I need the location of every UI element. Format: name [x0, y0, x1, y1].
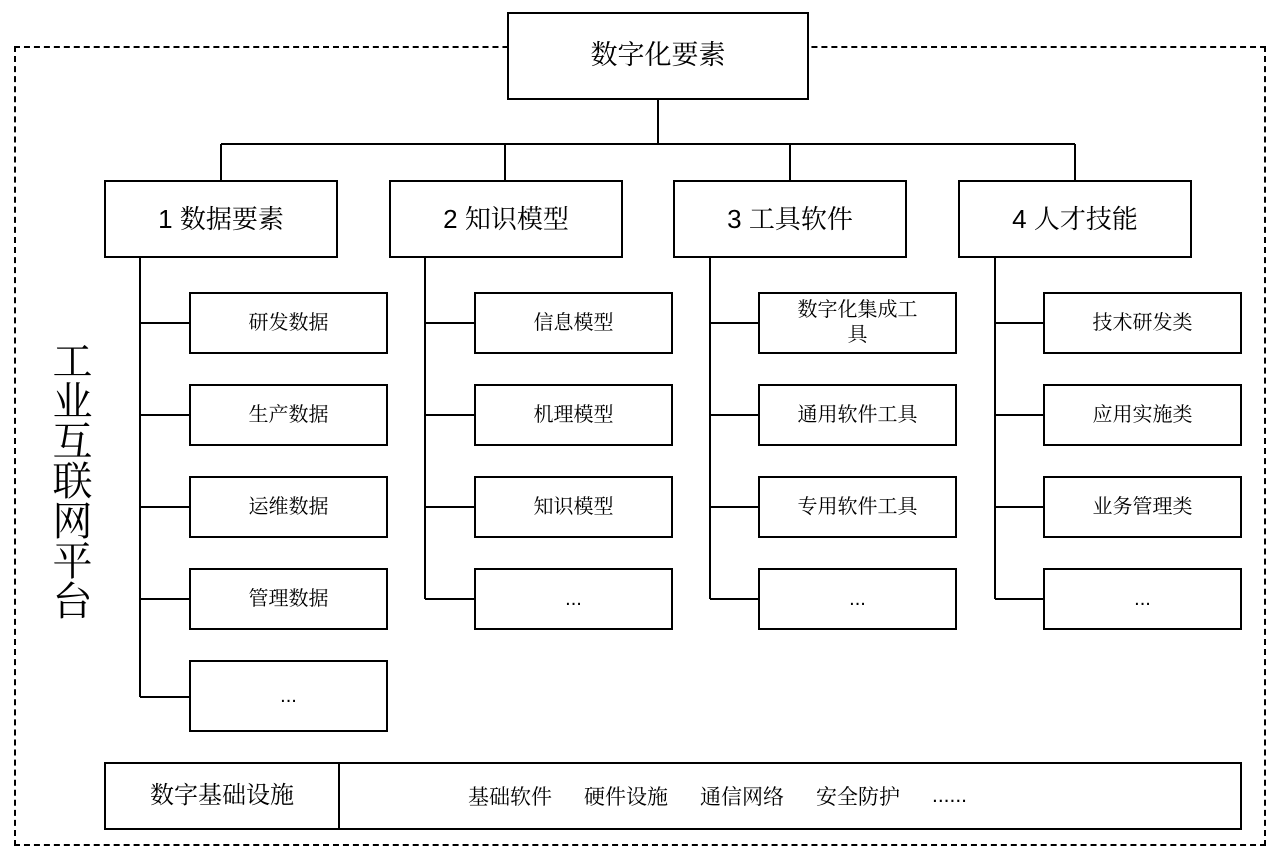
node-root[interactable] [507, 12, 809, 100]
node-category-1-child-3[interactable] [189, 476, 388, 538]
infrastructure-label-text: 数字基础设施 [150, 782, 294, 809]
node-label: 知识模型 [533, 495, 614, 518]
node-category-2-child-1[interactable] [474, 292, 673, 354]
node-category-2-child-4[interactable] [474, 568, 673, 630]
node-category-4-label: 4 人才技能 [1012, 203, 1138, 234]
node-label: 通用软件工具 [797, 403, 918, 426]
node-label: 专用软件工具 [797, 495, 918, 518]
node-category-3-child-3[interactable] [758, 476, 957, 538]
node-label: 信息模型 [533, 311, 614, 334]
infrastructure-item-2: 硬件设施 [584, 786, 668, 809]
node-label: ... [849, 587, 866, 610]
node-category-3-child-2[interactable] [758, 384, 957, 446]
node-label: 运维数据 [248, 495, 329, 518]
node-category-3-child-1[interactable] [758, 292, 957, 354]
node-label: 管理数据 [248, 587, 329, 610]
node-label: 生产数据 [248, 403, 329, 426]
node-root-label: 数字化要素 [590, 40, 726, 71]
node-category-2-label: 2 知识模型 [443, 203, 569, 234]
node-category-1-child-4[interactable] [189, 568, 388, 630]
node-category-4-child-4[interactable] [1043, 568, 1242, 630]
node-category-1[interactable] [104, 180, 338, 258]
node-category-1-child-2[interactable] [189, 384, 388, 446]
node-category-1-child-5[interactable] [189, 660, 388, 732]
infrastructure-items [468, 762, 967, 830]
node-category-2-child-3[interactable] [474, 476, 673, 538]
node-category-1-label: 1 数据要素 [158, 203, 284, 234]
node-category-1-child-1[interactable] [189, 292, 388, 354]
node-label: 研发数据 [248, 311, 329, 334]
node-category-4-child-1[interactable] [1043, 292, 1242, 354]
node-category-3[interactable] [673, 180, 907, 258]
node-category-2[interactable] [389, 180, 623, 258]
infrastructure-item-4: 安全防护 [816, 786, 900, 809]
node-category-3-label: 3 工具软件 [727, 203, 853, 234]
node-category-4-child-3[interactable] [1043, 476, 1242, 538]
node-category-4[interactable] [958, 180, 1192, 258]
infrastructure-item-1: 基础软件 [468, 786, 552, 809]
infrastructure-label[interactable] [104, 762, 340, 830]
node-label: 业务管理类 [1092, 495, 1193, 518]
node-label: 机理模型 [533, 403, 614, 426]
node-category-3-child-4[interactable] [758, 568, 957, 630]
node-category-2-child-2[interactable] [474, 384, 673, 446]
infrastructure-item-3: 通信网络 [700, 786, 784, 809]
node-category-4-child-2[interactable] [1043, 384, 1242, 446]
node-label: ... [280, 684, 297, 707]
node-label: 应用实施类 [1092, 403, 1193, 426]
node-label: ... [565, 587, 582, 610]
infrastructure-item-5: ...... [932, 784, 968, 807]
node-label: ... [1134, 587, 1151, 610]
side-label: 工业互联网平台 [47, 340, 91, 620]
node-label: 数字化集成工具 [797, 299, 918, 346]
node-label: 技术研发类 [1092, 311, 1193, 334]
